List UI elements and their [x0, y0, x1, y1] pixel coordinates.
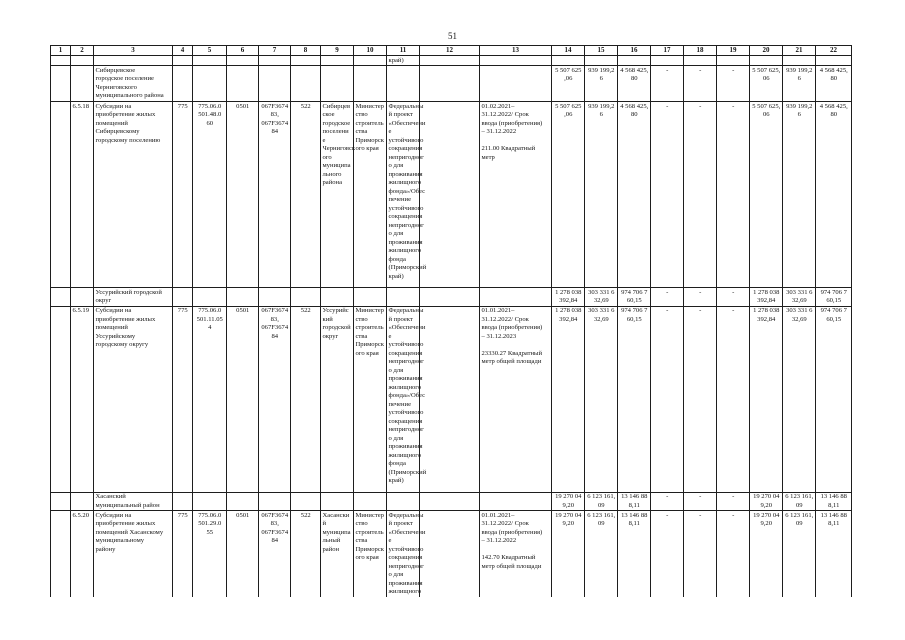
cell-col-3: Сибирцевское городское поселение Черниговского муниципального района [94, 66, 173, 102]
cell-col-1 [51, 66, 71, 102]
cell-col-9 [321, 66, 354, 102]
cell-col-2: 6.5.18 [71, 102, 94, 288]
cell-col-7 [259, 492, 291, 511]
cell-col-10: Министер ство строитель ства Приморск ого края [354, 511, 387, 598]
cell-col-19: - [717, 102, 750, 288]
cell-col-8 [291, 492, 321, 511]
cell-col-11: Федеральны й проект «Обеспечени е устойчивого сокращения непригодног о для проживания жилищного фонда»/Обес печение устойчивого сокращения непригодног о для проживания жилищного фонда (Приморский край) [387, 306, 420, 492]
cell-col-1 [51, 102, 71, 288]
cell-col-5: 775.06.0 501.11.05 4 [193, 306, 227, 492]
cell-col-20: 5 507 625, 06 [750, 102, 783, 288]
column-number: 12 [420, 46, 480, 56]
cell-col-17: - [651, 492, 684, 511]
cell-col-14: 19 270 04 9,20 [552, 511, 585, 598]
cell-col-17: - [651, 66, 684, 102]
cell-col-11: Федеральны й проект «Обеспечени е устойчивого сокращения непригодног о для проживания жилищного [387, 511, 420, 598]
cell-col-21 [783, 56, 816, 66]
cell-col-9 [321, 56, 354, 66]
cell-col-20 [750, 56, 783, 66]
column-number: 11 [387, 46, 420, 56]
municipality-total-row [51, 492, 852, 511]
cell-col-16: 13 146 88 8,11 [618, 492, 651, 511]
cell-col-18: - [684, 306, 717, 492]
cell-col-16: 13 146 88 8,11 [618, 511, 651, 598]
cell-col-4: 775 [173, 306, 193, 492]
cell-col-17: - [651, 306, 684, 492]
cell-col-1 [51, 492, 71, 511]
cell-col-19 [717, 56, 750, 66]
cell-col-7 [259, 66, 291, 102]
cell-col-14: 5 507 625 ,06 [552, 66, 585, 102]
column-number: 2 [71, 46, 94, 56]
cell-col-7 [259, 56, 291, 66]
cell-col-20: 5 507 625, 06 [750, 66, 783, 102]
cell-col-5 [193, 56, 227, 66]
cell-col-21: 939 199,2 6 [783, 66, 816, 102]
cell-col-14: 19 270 04 9,20 [552, 492, 585, 511]
column-number: 4 [173, 46, 193, 56]
cell-col-18 [684, 56, 717, 66]
column-number: 3 [94, 46, 173, 56]
cell-col-9: Уссурийс кий городской округ [321, 306, 354, 492]
column-number: 16 [618, 46, 651, 56]
cell-col-8 [291, 56, 321, 66]
cell-col-20: 1 278 038 392,84 [750, 288, 783, 307]
cell-col-5 [193, 66, 227, 102]
cell-col-9 [321, 288, 354, 307]
column-number: 7 [259, 46, 291, 56]
cell-col-15: 939 199,2 6 [585, 102, 618, 288]
cell-col-12 [420, 66, 480, 102]
cell-col-15 [585, 56, 618, 66]
cell-col-16 [618, 56, 651, 66]
cell-col-3: Субсидии на приобретение жилых помещений Уссурийскому городскому округу [94, 306, 173, 492]
cell-col-7: 067F3674 83, 067F3674 84 [259, 511, 291, 598]
cell-col-21: 939 199,2 6 [783, 102, 816, 288]
subsidy-item-row [51, 306, 852, 492]
cell-col-20: 19 270 04 9,20 [750, 492, 783, 511]
cell-col-22: 974 706 7 60,15 [816, 288, 852, 307]
cell-col-2: 6.5.20 [71, 511, 94, 598]
cell-col-15: 939 199,2 6 [585, 66, 618, 102]
cell-col-2: 6.5.19 [71, 306, 94, 492]
cell-col-13 [480, 492, 552, 511]
cell-col-15: 303 331 6 32,69 [585, 288, 618, 307]
cell-col-22: 4 568 425, 80 [816, 66, 852, 102]
cell-col-6 [227, 492, 259, 511]
cell-col-12 [420, 511, 480, 598]
cell-col-19: - [717, 492, 750, 511]
cell-col-10: Министер ство строитель ства Приморск ого края [354, 102, 387, 288]
cell-col-8 [291, 66, 321, 102]
cell-col-14: 1 278 038 392,84 [552, 306, 585, 492]
cell-col-4 [173, 56, 193, 66]
continuation-row [51, 56, 852, 66]
column-number: 22 [816, 46, 852, 56]
cell-col-22: 13 146 88 8,11 [816, 511, 852, 598]
cell-col-11: край) [387, 56, 420, 66]
cell-col-15: 6 123 161, 09 [585, 492, 618, 511]
cell-col-5: 775.06.0 501.29.0 55 [193, 511, 227, 598]
cell-col-19: - [717, 66, 750, 102]
municipality-total-row [51, 66, 852, 102]
cell-col-18: - [684, 511, 717, 598]
cell-col-15: 303 331 6 32,69 [585, 306, 618, 492]
column-number: 15 [585, 46, 618, 56]
column-number: 10 [354, 46, 387, 56]
column-number: 8 [291, 46, 321, 56]
cell-col-8: 522 [291, 102, 321, 288]
cell-col-9 [321, 492, 354, 511]
cell-col-17: - [651, 102, 684, 288]
cell-col-14: 5 507 625 ,06 [552, 102, 585, 288]
cell-col-2 [71, 66, 94, 102]
cell-col-4: 775 [173, 102, 193, 288]
cell-col-17: - [651, 511, 684, 598]
column-number: 18 [684, 46, 717, 56]
column-number: 1 [51, 46, 71, 56]
cell-col-22: 4 568 425, 80 [816, 102, 852, 288]
cell-col-13 [480, 288, 552, 307]
cell-col-19: - [717, 511, 750, 598]
cell-col-20: 1 278 038 392,84 [750, 306, 783, 492]
column-number: 20 [750, 46, 783, 56]
column-number: 17 [651, 46, 684, 56]
column-number: 5 [193, 46, 227, 56]
cell-col-8 [291, 288, 321, 307]
cell-col-21: 6 123 161, 09 [783, 492, 816, 511]
cell-col-1 [51, 306, 71, 492]
cell-col-7: 067F3674 83, 067F3674 84 [259, 102, 291, 288]
cell-col-9: Сибирцев ское городское поселени е Черниговск ого муниципа льного района [321, 102, 354, 288]
cell-col-6: 0501 [227, 102, 259, 288]
cell-col-13: 01.02.2021– 31.12.2022/ Срок ввода (приобретения) – 31.12.2022 211.00 Квадратный метр [480, 102, 552, 288]
cell-col-13 [480, 66, 552, 102]
cell-col-13: 01.01.2021– 31.12.2022/ Срок ввода (приобретения) – 31.12.2023 23330.27 Квадратный метр общей площади [480, 306, 552, 492]
cell-col-14: 1 278 038 392,84 [552, 288, 585, 307]
cell-col-10 [354, 56, 387, 66]
cell-col-11 [387, 66, 420, 102]
page-number: 51 [448, 31, 457, 41]
cell-col-22: 13 146 88 8,11 [816, 492, 852, 511]
cell-col-13: 01.01.2021– 31.12.2022/ Срок ввода (приобретения) – 31.12.2022 142.70 Квадратный метр общей площади [480, 511, 552, 598]
cell-col-7: 067F3674 83, 067F3674 84 [259, 306, 291, 492]
cell-col-2 [71, 492, 94, 511]
cell-col-16: 4 568 425, 80 [618, 102, 651, 288]
cell-col-19: - [717, 306, 750, 492]
budget-table [50, 45, 852, 597]
cell-col-8: 522 [291, 306, 321, 492]
cell-col-1 [51, 511, 71, 598]
cell-col-12 [420, 288, 480, 307]
cell-col-8: 522 [291, 511, 321, 598]
cell-col-2 [71, 288, 94, 307]
cell-col-5 [193, 492, 227, 511]
cell-col-12 [420, 56, 480, 66]
cell-col-9: Хасански й муниципа льный район [321, 511, 354, 598]
column-number: 14 [552, 46, 585, 56]
cell-col-20: 19 270 04 9,20 [750, 511, 783, 598]
subsidy-item-row [51, 511, 852, 598]
cell-col-7 [259, 288, 291, 307]
cell-col-16: 974 706 7 60,15 [618, 306, 651, 492]
cell-col-10 [354, 288, 387, 307]
column-number: 13 [480, 46, 552, 56]
cell-col-3 [94, 56, 173, 66]
column-number: 9 [321, 46, 354, 56]
cell-col-4: 775 [173, 511, 193, 598]
cell-col-15: 6 123 161, 09 [585, 511, 618, 598]
cell-col-18: - [684, 492, 717, 511]
cell-col-19: - [717, 288, 750, 307]
cell-col-16: 4 568 425, 80 [618, 66, 651, 102]
column-number: 21 [783, 46, 816, 56]
cell-col-22: 974 706 7 60,15 [816, 306, 852, 492]
cell-col-4 [173, 288, 193, 307]
column-numbers-row [51, 46, 852, 56]
cell-col-11 [387, 288, 420, 307]
cell-col-11 [387, 492, 420, 511]
cell-col-12 [420, 102, 480, 288]
cell-col-1 [51, 288, 71, 307]
cell-col-18: - [684, 66, 717, 102]
cell-col-3: Уссурийский городской округ [94, 288, 173, 307]
municipality-total-row [51, 288, 852, 307]
cell-col-10 [354, 492, 387, 511]
cell-col-4 [173, 66, 193, 102]
cell-col-18: - [684, 102, 717, 288]
cell-col-17: - [651, 288, 684, 307]
cell-col-6 [227, 66, 259, 102]
cell-col-21: 6 123 161, 09 [783, 511, 816, 598]
cell-col-4 [173, 492, 193, 511]
table-container [50, 45, 852, 597]
cell-col-18: - [684, 288, 717, 307]
cell-col-1 [51, 56, 71, 66]
column-number: 19 [717, 46, 750, 56]
cell-col-10 [354, 66, 387, 102]
cell-col-3: Субсидии на приобретение жилых помещений Хасанскому муниципальному району [94, 511, 173, 598]
cell-col-11: Федеральны й проект «Обеспечени е устойчивого сокращения непригодног о для проживания жилищного фонда»/Обес печение устойчивого сокращения непригодног о для проживания жилищного фонда (Приморский край) [387, 102, 420, 288]
cell-col-6: 0501 [227, 306, 259, 492]
cell-col-21: 303 331 6 32,69 [783, 288, 816, 307]
cell-col-2 [71, 56, 94, 66]
subsidy-item-row [51, 102, 852, 288]
column-number: 6 [227, 46, 259, 56]
cell-col-13 [480, 56, 552, 66]
cell-col-21: 303 331 6 32,69 [783, 306, 816, 492]
cell-col-22 [816, 56, 852, 66]
cell-col-14 [552, 56, 585, 66]
cell-col-6 [227, 56, 259, 66]
cell-col-5: 775.06.0 501.48.0 60 [193, 102, 227, 288]
cell-col-3: Субсидии на приобретение жилых помещений Сибирцевскому городскому поселению [94, 102, 173, 288]
cell-col-6 [227, 288, 259, 307]
cell-col-16: 974 706 7 60,15 [618, 288, 651, 307]
cell-col-5 [193, 288, 227, 307]
cell-col-12 [420, 306, 480, 492]
cell-col-17 [651, 56, 684, 66]
cell-col-3: Хасанский муниципальный район [94, 492, 173, 511]
cell-col-10: Министер ство строитель ства Приморск ого края [354, 306, 387, 492]
cell-col-6: 0501 [227, 511, 259, 598]
cell-col-12 [420, 492, 480, 511]
